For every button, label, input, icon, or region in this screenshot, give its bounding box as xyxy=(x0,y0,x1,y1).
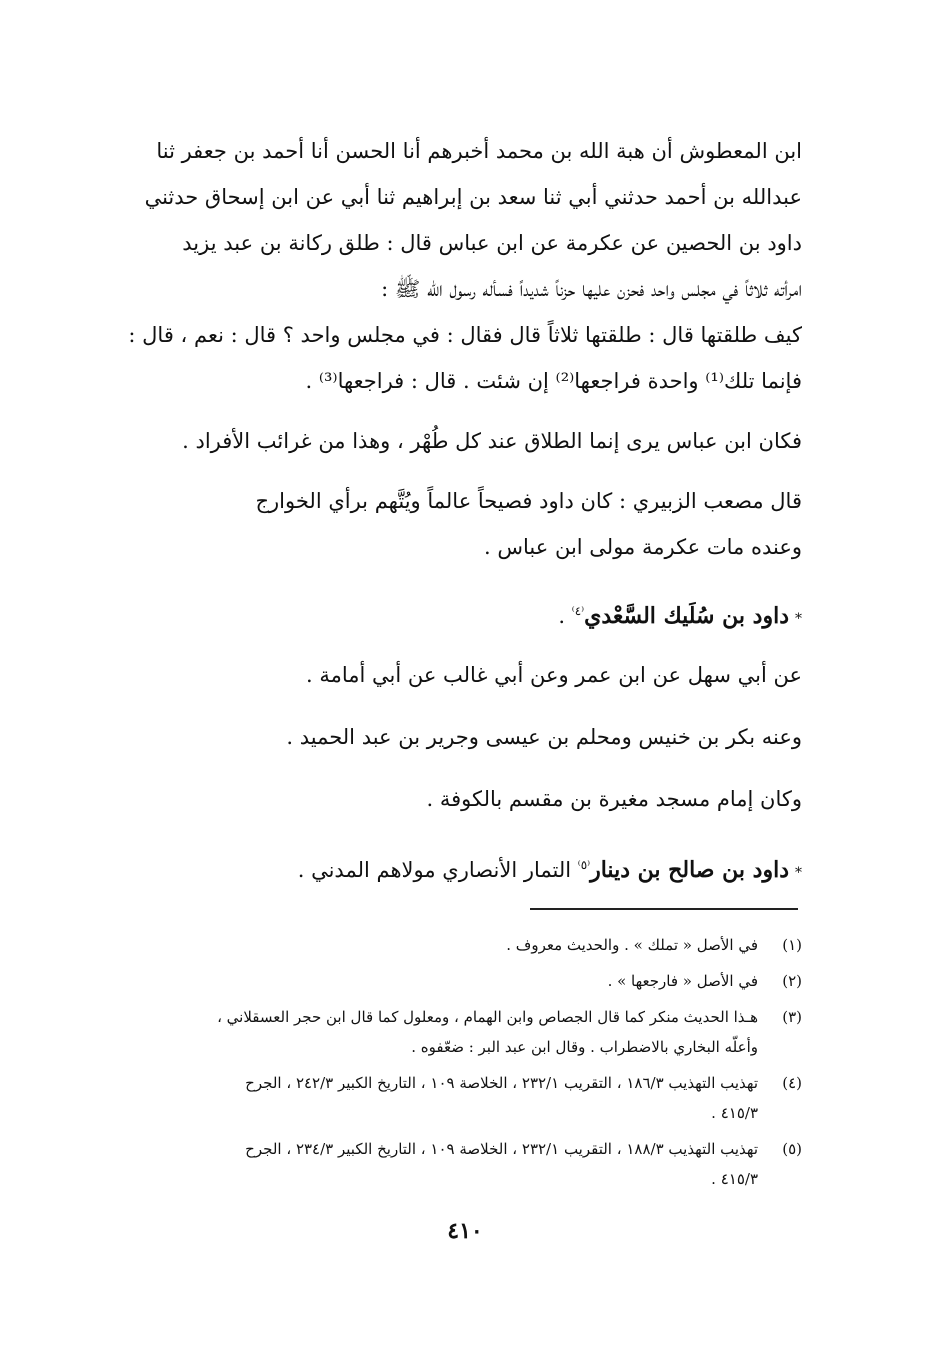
entry-name: داود بن سُلَيك السَّعْدي xyxy=(584,603,789,629)
entry-end: . xyxy=(558,604,572,628)
footnote xyxy=(122,1134,802,1194)
text-line: امرأته ثلاثاً في مجلس واحد فحزن عليها حزناً شديداً فسأله رسول الله ﷺ : xyxy=(381,277,802,301)
footnote-ref: ⁽٤⁾ xyxy=(571,604,585,618)
text-line: قال مصعب الزبيري : كان داود فصيحاً عالماً ويُتَّهم برأي الخوارج xyxy=(255,489,802,513)
hadith-paragraph xyxy=(122,128,802,404)
text-line: وعنه بكر بن خنيس ومحلم بن عيسى وجرير بن عبد الحميد . xyxy=(286,725,802,749)
footnote-text: تهذيب التهذيب ١٨٨/٣ ، التقريب ٢٣٢/١ ، الخلاصة ١٠٩ ، التاريخ الكبير ٢٣٤/٣ ، الجرح xyxy=(245,1140,758,1158)
footnote xyxy=(122,1002,802,1062)
text-line: عن أبي سهل عن ابن عمر وعن أبي غالب عن أبي أمامة . xyxy=(305,663,802,687)
footnote xyxy=(122,930,802,960)
footnote-text: ٤١٥/٣ . xyxy=(711,1104,758,1122)
entry-heading-salih xyxy=(122,842,802,888)
zubairi-note xyxy=(122,478,802,570)
text-line: عبدالله بن أحمد حدثني أبي ثنا سعد بن إبراهيم ثنا أبي عن ابن إسحاق حدثني xyxy=(144,185,802,209)
footnote-text: ٤١٥/٣ . xyxy=(711,1170,758,1188)
text-line: فإنما تلك⁽¹⁾ واحدة فراجعها⁽²⁾ إن شئت . قال : فراجعها⁽³⁾ . xyxy=(305,369,802,393)
text-line: فكان ابن عباس يرى إنما الطلاق عند كل طُهْر ، وهذا من غرائب الأفراد . xyxy=(182,429,802,453)
footnote-number: (٢) xyxy=(782,972,802,990)
page-number: ٤١٠ xyxy=(447,1218,483,1244)
text-line: ابن المعطوش أن هبة الله بن محمد أخبرهم أنا الحسن أنا أحمد بن جعفر ثنا xyxy=(156,139,802,163)
footnote-ref: ⁽٥⁾ xyxy=(577,858,591,872)
ibn-abbas-note xyxy=(122,418,802,464)
footnote-number: (٤) xyxy=(782,1074,802,1092)
entry-narrators-from-him xyxy=(122,714,802,760)
footnote-number: (٣) xyxy=(782,1008,802,1026)
footnote-text: في الأصل « تملك » . والحديث معروف . xyxy=(506,936,758,954)
footnote-text: تهذيب التهذيب ١٨٦/٣ ، التقريب ٢٣٢/١ ، الخلاصة ١٠٩ ، التاريخ الكبير ٢٤٢/٣ ، الجرح xyxy=(245,1074,758,1092)
entry-name: داود بن صالح بن دينار xyxy=(590,857,789,883)
text-line: داود بن الحصين عن عكرمة عن ابن عباس قال : طلق ركانة بن عبد يزيد xyxy=(182,231,802,255)
text-line: وكان إمام مسجد مغيرة بن مقسم بالكوفة . xyxy=(426,787,802,811)
footnote-number: (١) xyxy=(782,936,802,954)
entry-narrates-from xyxy=(122,652,802,698)
footnote-text: هـذا الحديث منكر كما قال الجصاص وابن الهمام ، ومعلول كما قال ابن حجر العسقلاني ، xyxy=(217,1008,758,1026)
entry-marker: * xyxy=(795,865,802,881)
footnote-separator xyxy=(530,908,798,910)
text-line: وعنده مات عكرمة مولى ابن عباس . xyxy=(484,535,802,559)
footnote-text: وأعلّه البخاري بالاضطراب . وقال ابن عبد البر : ضعّفوه . xyxy=(411,1038,758,1056)
entry-imam-note xyxy=(122,776,802,822)
entry-description: التمار الأنصاري مولاهم المدني . xyxy=(297,858,578,882)
entry-heading-sulaik xyxy=(122,588,802,634)
footnote xyxy=(122,1068,802,1128)
footnote xyxy=(122,966,802,996)
text-line: كيف طلقتها قال : طلقتها ثلاثاً قال فقال : في مجلس واحد ؟ قال : نعم ، قال : xyxy=(128,323,802,347)
footnote-text: في الأصل « فارجعها » . xyxy=(607,972,758,990)
footnote-number: (٥) xyxy=(782,1140,802,1158)
entry-marker: * xyxy=(795,611,802,627)
footnotes xyxy=(122,930,802,1200)
